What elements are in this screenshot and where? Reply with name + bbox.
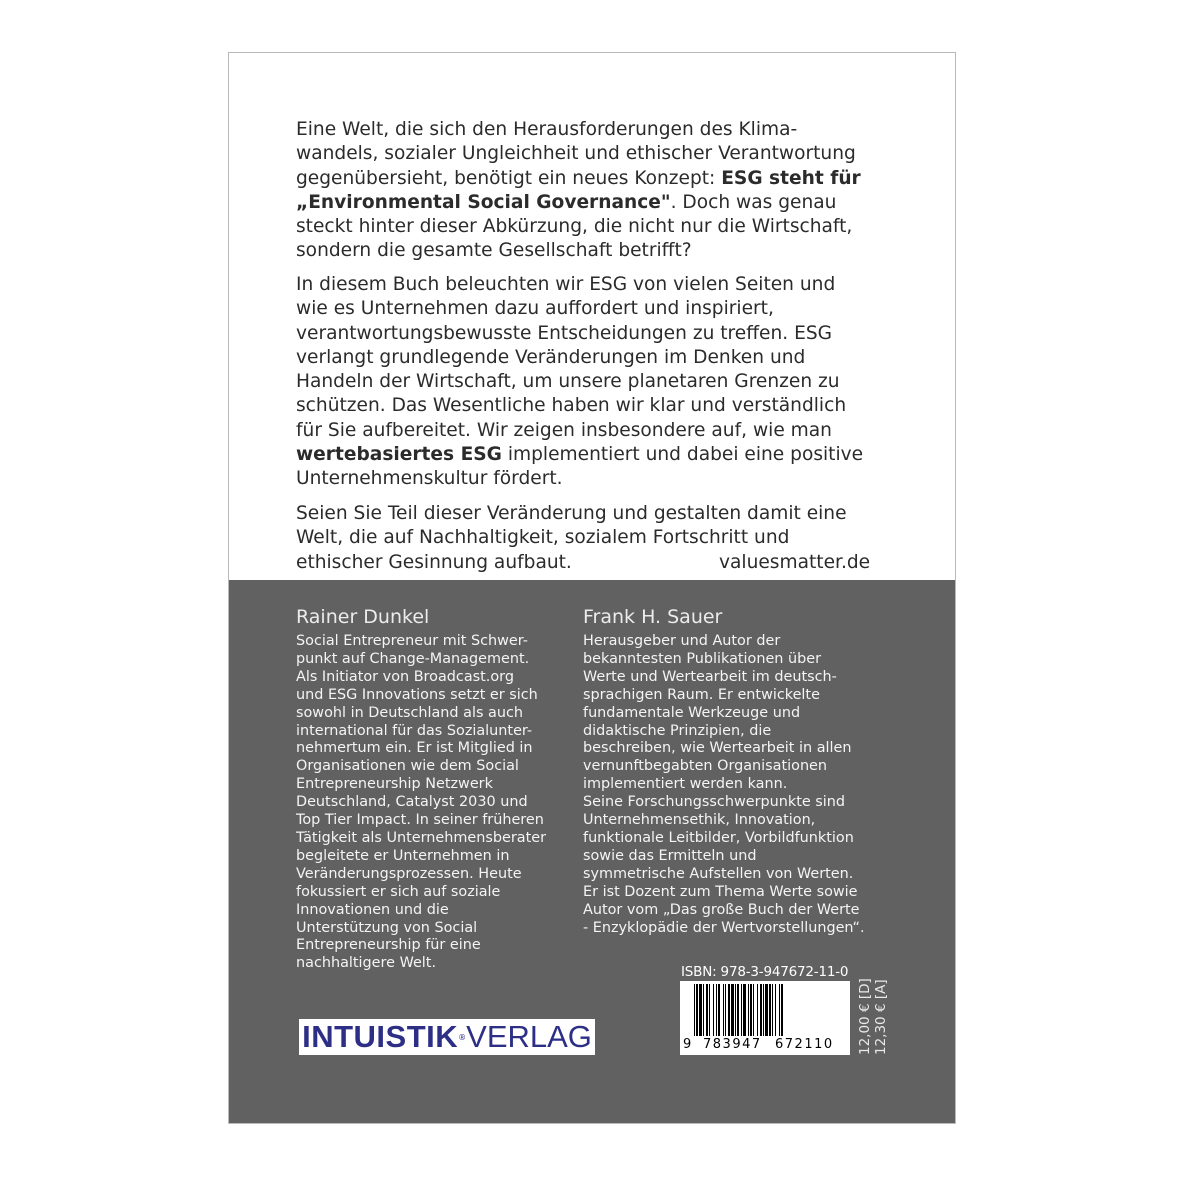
bio-line: fokussiert er sich auf soziale <box>296 883 501 900</box>
bio-line: Top Tier Impact. In seiner früheren <box>296 812 544 829</box>
barcode-bar <box>769 984 771 1038</box>
barcode-bar <box>725 984 726 1038</box>
logo-text-intuistik: INTUISTIK <box>302 1019 459 1054</box>
bio-line: Veränderungsprozessen. Heute <box>296 865 522 882</box>
bio-line: Herausgeber und Autor der <box>583 633 781 649</box>
barcode-digit-group-1: 783947 <box>703 1037 762 1052</box>
blurb-paragraph-2 <box>296 273 896 492</box>
barcode-bar <box>728 984 730 1038</box>
author-name-1: Rainer Dunkel <box>296 606 430 628</box>
barcode-bar <box>772 984 773 1038</box>
bio-line: Werte und Wertearbeit im deutsch- <box>583 668 837 685</box>
text-line: schützen. Das Wesentliche haben wir klar und verständlich <box>296 395 847 417</box>
bio-line: Entrepreneurship Netzwerk <box>296 776 493 793</box>
bio-line: Unternehmensethik, Innovation, <box>583 812 816 829</box>
bio-line: implementiert werden kann. <box>583 776 788 793</box>
blurb-panel <box>229 53 955 580</box>
text-line: verlangt grundlegende Veränderungen im Denken und <box>296 346 806 368</box>
website-url: valuesmatter.de <box>719 552 871 573</box>
barcode-bar <box>718 984 720 1038</box>
bio-line: - Enzyklopädie der Wertvorstellungen“. <box>583 919 865 936</box>
barcode-bar <box>723 984 724 1038</box>
text-line: Unternehmenskultur fördert. <box>296 468 563 490</box>
barcode-bar <box>731 984 734 1038</box>
logo-text-verlag: VERLAG <box>466 1019 592 1054</box>
bio-line: Er ist Dozent zum Thema Werte sowie <box>583 883 858 900</box>
book-back-cover <box>228 52 956 1124</box>
text-line: Eine Welt, die sich den Herausforderungen des Klima- <box>296 119 798 140</box>
isbn-barcode <box>680 981 850 1055</box>
barcode-bar <box>757 984 758 1038</box>
barcode-bar <box>779 984 780 1038</box>
author-bio-2 <box>583 633 865 937</box>
bio-line: didaktische Prinzipien, die <box>583 722 772 739</box>
bio-line: sowohl in Deutschland als auch <box>296 704 523 721</box>
price-germany: 12,00 € [D] <box>857 978 873 1055</box>
bio-line: Seine Forschungsschwerpunkte sind <box>583 794 846 811</box>
text-line: für Sie aufbereitet. Wir zeigen insbesondere auf, wie man <box>296 419 832 441</box>
bio-line: funktionale Leitbilder, Vorbildfunktion <box>583 829 854 846</box>
text-line: wie es Unternehmen dazu auffordert und inspiriert, <box>296 298 774 320</box>
barcode-bar <box>765 984 768 1038</box>
bio-line: Als Initiator von Broadcast.org <box>296 668 514 685</box>
author-bio-1 <box>296 633 546 973</box>
publisher-logo <box>299 1019 595 1055</box>
barcode-digits <box>680 1036 850 1054</box>
bio-line: international für das Sozialunter- <box>296 722 533 739</box>
registered-mark: ® <box>458 1032 467 1042</box>
bio-line: Tätigkeit als Unternehmensberater <box>296 829 547 846</box>
bio-line: und ESG Innovations setzt er sich <box>296 686 538 703</box>
bio-line: Innovationen und die <box>296 901 449 918</box>
bio-line: Organisationen wie dem Social <box>296 758 519 775</box>
text-line: verantwortungsbewusste Entscheidungen zu treffen. ESG <box>296 322 833 344</box>
text-line: implementiert und dabei eine positive <box>501 444 864 466</box>
bio-line: Social Entrepreneur mit Schwer- <box>296 633 528 649</box>
bio-line: Entrepreneurship für eine <box>296 937 481 954</box>
bio-line: bekanntesten Publikationen über <box>583 650 822 667</box>
barcode-bar <box>706 984 708 1038</box>
bio-line: nachhaltigere Welt. <box>296 955 437 972</box>
text-line: gegenübersieht, benötigt ein neues Konzept: <box>296 167 722 189</box>
bio-line: Autor vom „Das große Buch der Werte <box>583 901 860 918</box>
barcode-bar <box>699 984 702 1038</box>
bio-line: nehmertum ein. Er ist Mitglied in <box>296 740 533 757</box>
bio-line: symmetrische Aufstellen von Werten. <box>583 865 854 882</box>
barcode-bar <box>763 984 764 1038</box>
text-line: steckt hinter dieser Abkürzung, die nicht nur die Wirtschaft, <box>296 216 853 238</box>
bio-line: fundamentale Werkzeuge und <box>583 704 801 721</box>
bio-line: sowie das Ermitteln und <box>583 847 757 864</box>
barcode-bar <box>709 984 710 1038</box>
bio-line: Deutschland, Catalyst 2030 und <box>296 794 528 811</box>
esg-definition-bold: ESG steht für <box>721 167 861 189</box>
barcode-bar <box>748 984 749 1038</box>
barcode-bar <box>760 984 762 1038</box>
barcode-digit-group-2: 672110 <box>775 1037 834 1052</box>
barcode-bar <box>743 984 746 1038</box>
text-line: wandels, sozialer Ungleichheit und ethischer Verantwortung <box>296 143 856 165</box>
barcode-bar <box>753 984 754 1038</box>
bio-line: sprachigen Raum. Er entwickelte <box>583 686 820 703</box>
bio-line: Unterstützung von Social <box>296 919 478 936</box>
text-line: In diesem Buch beleuchten wir ESG von vielen Seiten und <box>296 274 836 295</box>
barcode-bar <box>713 984 714 1038</box>
text-line: sondern die gesamte Gesellschaft betrifft? <box>296 240 692 262</box>
isbn-label: ISBN: 978-3-947672-11-0 <box>681 964 849 980</box>
price-austria: 12,30 € [A] <box>873 979 889 1055</box>
wertebasiertes-esg-bold: wertebasiertes ESG <box>296 444 502 466</box>
barcode-digit-lead: 9 <box>683 1037 692 1052</box>
barcode-bar <box>735 984 736 1038</box>
author-name-2: Frank H. Sauer <box>583 606 723 628</box>
barcode-bar <box>716 984 717 1038</box>
text-line: ethischer Gesinnung aufbaut. <box>296 551 572 573</box>
text-line: . Doch was genau <box>670 191 837 213</box>
bio-line: vernunftbegabten Organisationen <box>583 758 828 775</box>
text-line: Handeln der Wirtschaft, um unsere planetaren Grenzen zu <box>296 371 840 393</box>
bio-line: punkt auf Change-Management. <box>296 650 530 667</box>
bio-line: begleitete er Unternehmen in <box>296 847 510 864</box>
bio-line: beschreiben, wie Wertearbeit in allen <box>583 740 852 757</box>
text-line: Seien Sie Teil dieser Veränderung und gestalten damit eine <box>296 503 847 524</box>
barcode-bar <box>775 984 776 1038</box>
esg-definition-bold-2: „Environmental Social Governance" <box>296 191 671 213</box>
price-block <box>853 978 893 1055</box>
blurb-paragraph-1 <box>296 118 896 264</box>
barcode-bar <box>750 984 752 1038</box>
text-line: Welt, die auf Nachhaltigkeit, sozialem Fortschritt und <box>296 527 790 549</box>
barcode-bar <box>703 984 704 1038</box>
